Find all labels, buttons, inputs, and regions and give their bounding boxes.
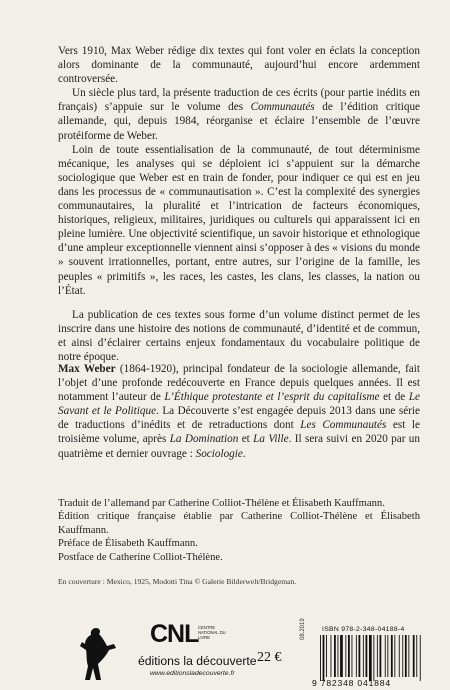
cnl-logo: CNL CENTRE NATIONAL DU LIVRE bbox=[150, 620, 226, 648]
publisher-url: www.editionsladecouverte.fr bbox=[150, 670, 235, 677]
credit-preface: Préface de Élisabeth Kauffmann. bbox=[58, 538, 198, 550]
barcode-digits: 9 782348 041884 bbox=[312, 678, 391, 688]
isbn-label: ISBN 978-2-348-04188-4 bbox=[322, 626, 405, 633]
credit-edition: Édition critique française établie par Catherine Colliot-Thélène et Élisabeth Kauffmann. bbox=[58, 511, 420, 536]
publisher-name: éditions la découverte bbox=[138, 654, 257, 668]
blurb bbox=[58, 44, 420, 364]
credit-translator: Traduit de l’allemand par Catherine Colliot-Thélène et Élisabeth Kauffmann. bbox=[58, 498, 385, 509]
print-code: 08.2019 bbox=[300, 618, 306, 640]
blurb-paragraph-1: Vers 1910, Max Weber rédige dix textes qui font voler en éclats la conception alors dominante de la communauté, aujourd’hui encore ardemment controversée. bbox=[58, 45, 420, 86]
blurb-paragraph-4: La publication de ces textes sous forme d’un volume distinct permet de les inscrire dans une histoire des notions de communauté, d’identité et de commun, et ainsi d’éclairer certains enjeux fondamentaux du vocabulaire politique de notre époque. bbox=[58, 308, 420, 363]
price: 22 € bbox=[257, 650, 282, 665]
translation-credits bbox=[58, 497, 420, 564]
credit-postface: Postface de Catherine Colliot-Thélène. bbox=[58, 551, 223, 563]
author-name: Max Weber bbox=[58, 363, 116, 375]
cover-credit: En couverture : Mexico, 1925, Modotti Tina © Galerie Bilderwelt/Bridgeman. bbox=[58, 577, 297, 586]
author-bio: Max Weber (1864-1920), principal fondateur de la sociologie allemande, fait l’objet d’une profonde redécouverte en France depuis quelques années. Il est notamment l’auteur de L’Éthique protestante et l’esprit du capitalisme et de Le Savant et le Politique. La Découverte s’est engagée depuis 2013 dans une série de traductions d’inédits et de retraductions dont Les Communautés est le troisième volume, après La Domination et La Ville. Il sera suivi en 2020 par un quatrième et dernier ouvrage : Sociologie. bbox=[58, 363, 420, 460]
barcode-icon bbox=[318, 635, 424, 681]
figure-logo-icon bbox=[76, 622, 120, 682]
blurb-paragraph-2: Un siècle plus tard, la présente traduction de ces écrits (pour partie inédits en français) s’appuie sur le volume des Communautés de l’édition critique allemande, qui, depuis 1984, réorganise et éclaire l’ensemble de l’œuvre protéiforme de Weber. bbox=[58, 87, 420, 142]
blurb-paragraph-3: Loin de toute essentialisation de la communauté, de tout déterminisme mécanique, les analyses qui se déploient ici s’appuient sur la démarche sociologique que Weber est en train de fonder, pour indiquer ce qui est en jeu dans les processus de « communautisation ». C’est la complexité des synergies communautaires, la pluralité et l’intrication de facteurs économiques, historiques, religieux, militaires, juridiques ou culturels qui apparaissent ici en pleine lumière. Une objectivité scientifique, un savoir historique et ethnologique d’une ampleur exceptionnelle viennent ainsi s’opposer à des « visions du monde » souvent irrationnelles, portant, entre autres, sur l’origine de la famille, les peuples « primitifs », les races, les castes, les clans, les classes, la nation ou l’État. bbox=[58, 143, 420, 297]
